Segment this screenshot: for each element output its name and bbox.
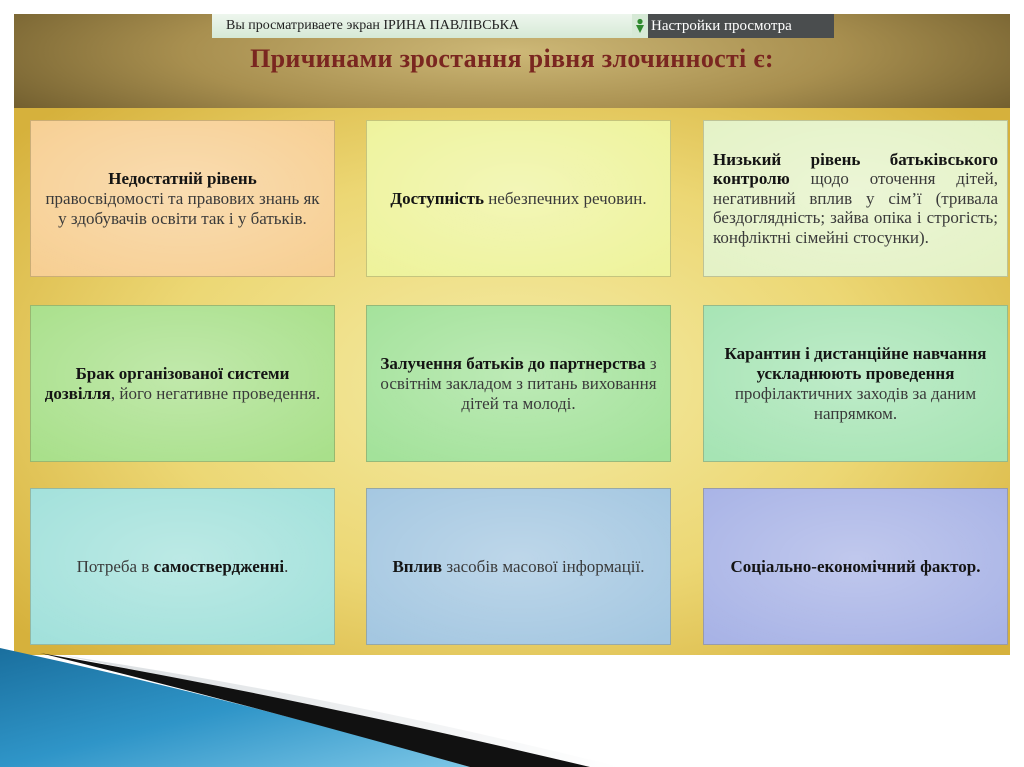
reason-card — [30, 488, 335, 645]
reason-text — [77, 557, 289, 577]
reason-text — [731, 557, 981, 577]
corner-swoosh-decoration — [0, 640, 1024, 767]
reason-card — [703, 305, 1008, 462]
reason-text-bold: Вплив — [392, 556, 443, 576]
slide-title: Причинами зростання рівня злочинності є: — [250, 44, 774, 73]
reason-text-bold: самоствердженні — [153, 556, 285, 576]
reason-text — [43, 169, 322, 229]
reason-card — [703, 120, 1008, 277]
reason-text-bold: Карантин і дистанційне навчання ускладнюють проведення — [724, 343, 987, 383]
reason-text — [716, 344, 995, 424]
reason-text — [713, 150, 998, 248]
reason-text-normal: щодо оточення дітей, негативний вплив у сім’ї (тривала бездоглядність; зайва опіка і строгість; конфліктні сімейні стосунки). — [713, 169, 998, 247]
reason-text-bold: Недостатній рівень — [108, 168, 257, 188]
reason-card — [366, 488, 671, 645]
reason-text-normal: небезпечних речовин. — [483, 188, 647, 208]
reason-text-bold: Соціально-економічний фактор. — [730, 556, 981, 576]
reason-text-bold: Доступність — [390, 188, 484, 208]
reason-text — [43, 364, 322, 404]
reason-text-normal: засобів масової інформації. — [442, 556, 645, 576]
reason-text-normal: Потреба в — [76, 556, 154, 576]
reason-text-normal: , його негативне проведення. — [110, 383, 321, 403]
reason-text-bold: Низький рівень батьківського контролю — [713, 149, 998, 189]
view-settings-button[interactable]: Настройки просмотра — [648, 14, 834, 38]
reason-card — [30, 305, 335, 462]
reason-text-bold: Залучення батьків до партнерства — [380, 353, 646, 373]
reason-text — [392, 557, 644, 577]
reason-card — [366, 120, 671, 277]
reason-card — [366, 305, 671, 462]
reason-text-normal: . — [284, 556, 289, 576]
screen-share-banner — [212, 14, 834, 38]
reason-card — [703, 488, 1008, 645]
reason-text-normal: профілактичних заходів за даним напрямком. — [734, 383, 977, 423]
pin-icon[interactable] — [632, 14, 648, 38]
reason-card — [30, 120, 335, 277]
reason-text-bold: Брак організованої системи дозвілля — [44, 363, 290, 403]
reason-text-normal: правосвідомості та правових знань як у здобувачів освіти так і у батьків. — [45, 188, 320, 228]
reason-text-normal: з освітнім закладом з питань виховання дітей та молоді. — [380, 353, 657, 413]
reason-text — [390, 189, 646, 209]
reason-text — [379, 354, 658, 414]
screen-share-status: Вы просматриваете экран ІРИНА ПАВЛІВСЬКА — [212, 14, 632, 38]
